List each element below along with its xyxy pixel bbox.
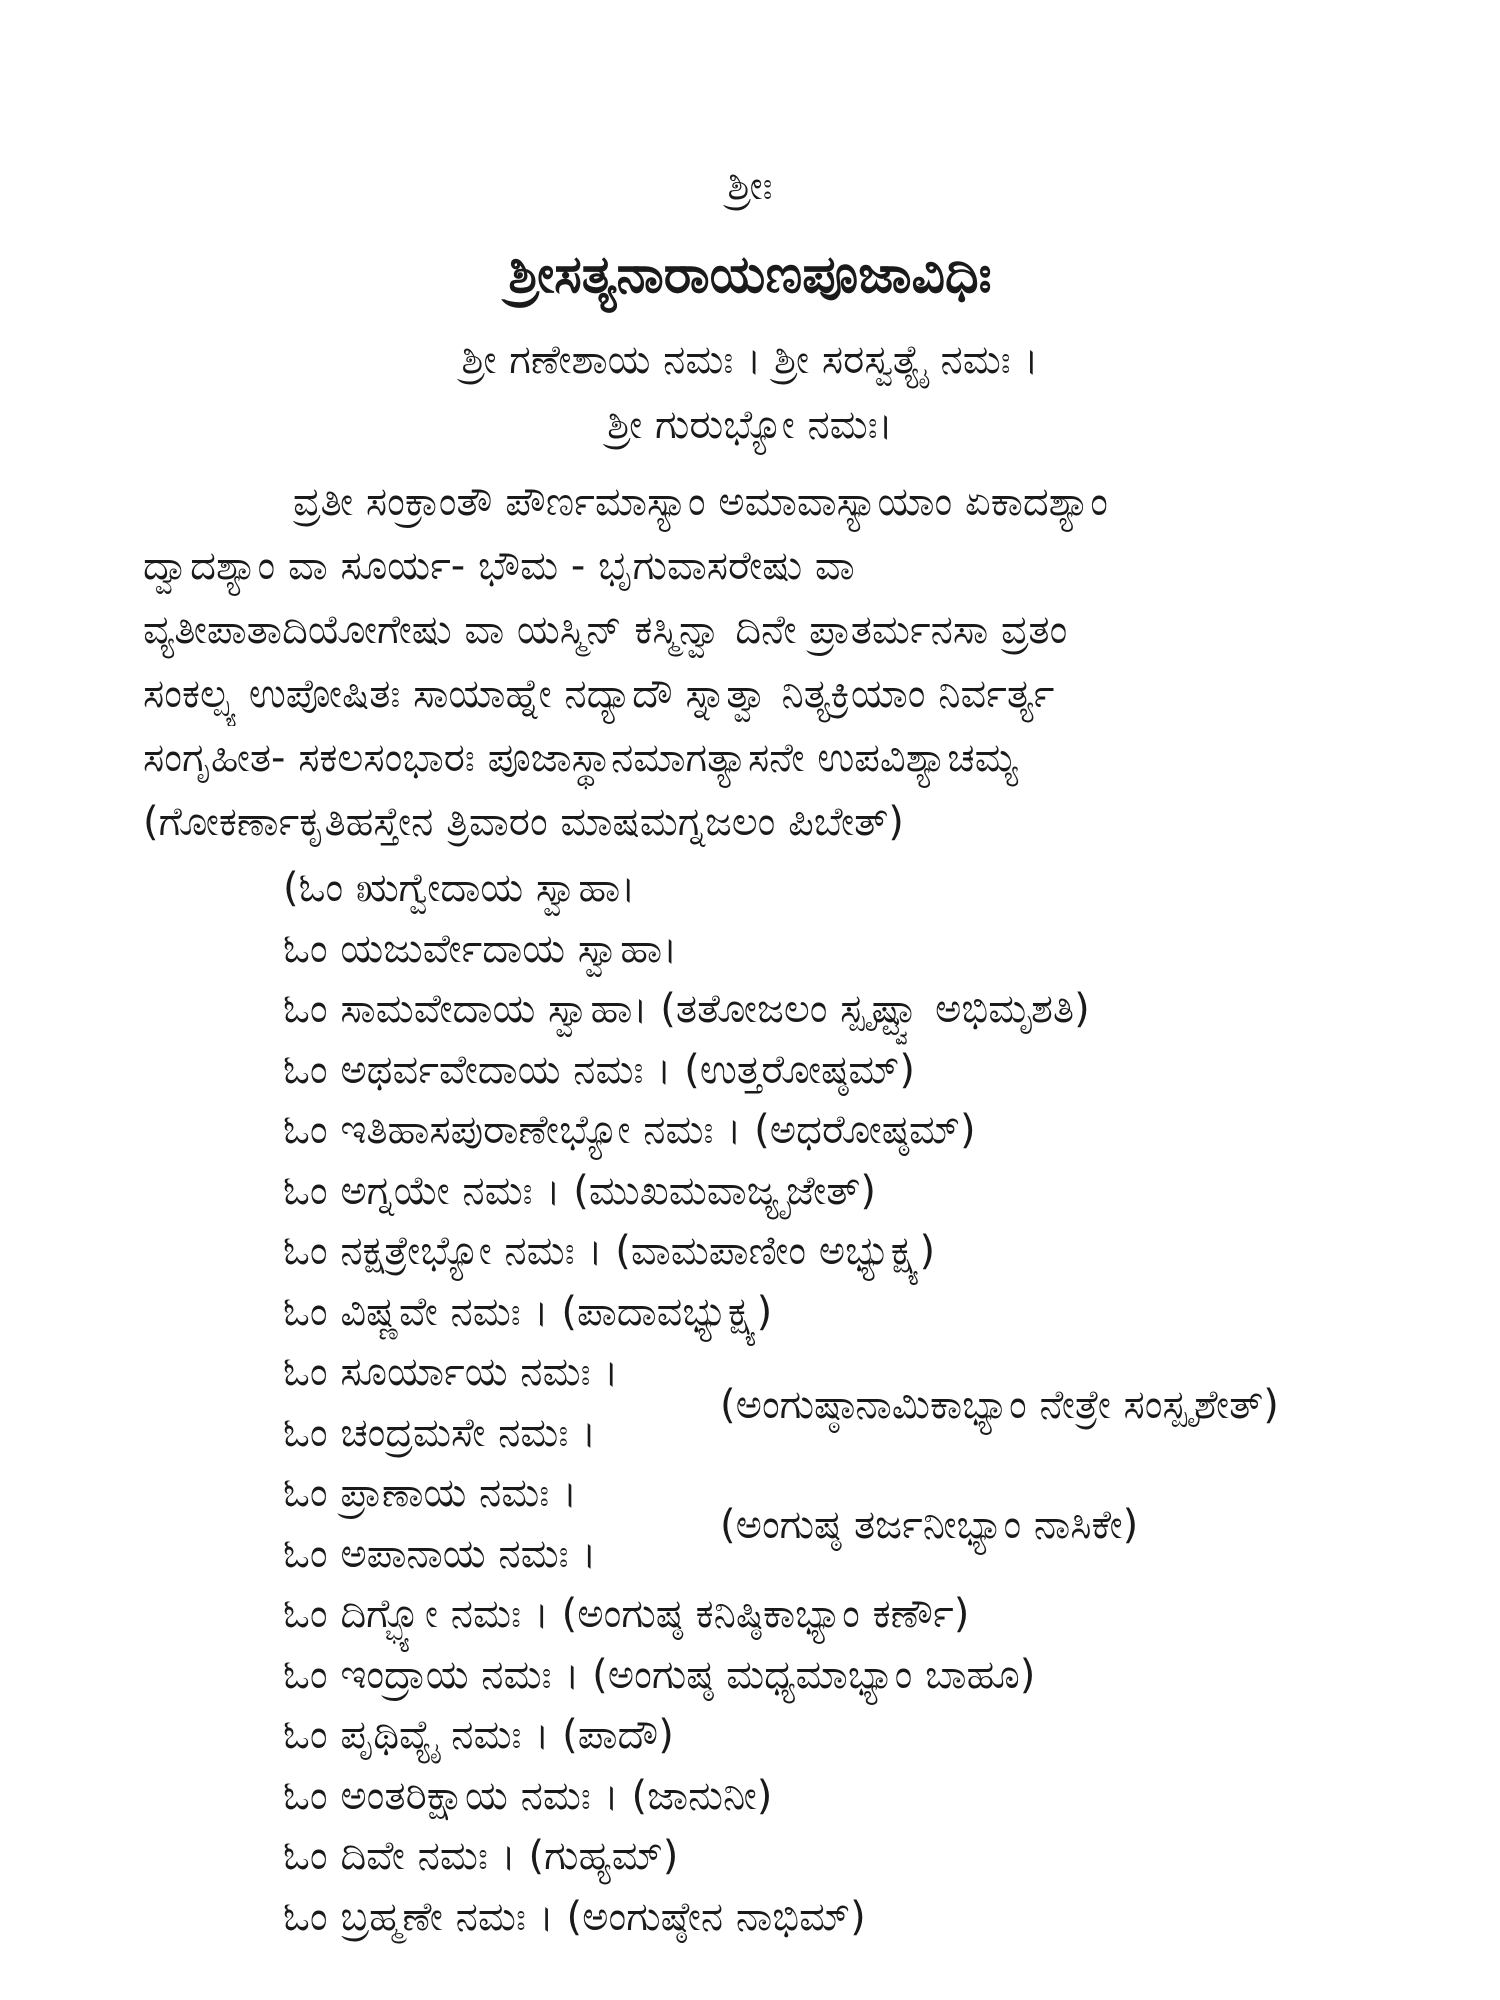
grouped-note-eyes: (ಅಂಗುಷ್ಠಾನಾಮಿಕಾಭ್ಯಾಂ ನೇತ್ರೇ ಸಂಸ್ಪೃಶೇತ್) — [720, 1382, 1279, 1428]
mantra-line: ಓಂ ನಕ್ಷತ್ರೇಭ್ಯೋ ನಮಃ । (ವಾಮಪಾಣೀಂ ಅಭ್ಯುಕ್ಷ್ಯ) — [283, 1228, 936, 1274]
invocation-line-2: ಶ್ರೀ ಗುರುಭ್ಯೋ ನಮಃ। — [607, 402, 893, 448]
paragraph-line: ವ್ಯತೀಪಾತಾದಿಯೋಗೇಷು ವಾ ಯಸ್ಮಿನ್ ಕಸ್ಮಿನ್ವಾ ದಿನೇ ಪ್ರಾತರ್ಮನಸಾ ವ್ರತಂ — [143, 607, 1068, 653]
mantra-line: ಓಂ ದಿವೇ ನಮಃ । (ಗುಹ್ಯಮ್) — [283, 1833, 679, 1879]
mantra-line: ಓಂ ಅಥರ್ವವೇದಾಯ ನಮಃ । (ಉತ್ತರೋಷ್ಠಮ್) — [283, 1046, 915, 1093]
grouped-note-nose: (ಅಂಗುಷ್ಠ ತರ್ಜನೀಭ್ಯಾಂ ನಾಸಿಕೇ) — [720, 1502, 1139, 1548]
mantra-line: ಓಂ ಪ್ರಾಣಾಯ ನಮಃ । — [283, 1470, 578, 1516]
mantra-line: ಓಂ ಯಜುರ್ವೇದಾಯ ಸ್ವಾಹಾ। — [283, 925, 678, 972]
paragraph-line: ಸಂಕಲ್ಪ್ಯ ಉಪೋಷಿತಃ ಸಾಯಾಹ್ನೇ ನದ್ಯಾದೌ ಸ್ನಾತ್ವಾ ನಿತ್ಯಕ್ರಿಯಾಂ ನಿರ್ವರ್ತ್ಯ — [143, 671, 1055, 717]
mantra-line: (ಓಂ ಋಗ್ವೇದಾಯ ಸ್ವಾಹಾ। — [283, 865, 636, 911]
mantra-line: ಓಂ ಅಗ್ನಯೇ ನಮಃ । (ಮುಖಮವಾಜ್ಯೃಜೇತ್) — [283, 1167, 876, 1214]
mantra-line: ಓಂ ದಿಗ್ಭ್ಯೋ ನಮಃ । (ಅಂಗುಷ್ಠ ಕನಿಷ್ಠಿಕಾಭ್ಯಾಂ ಕರ್ಣೌ) — [283, 1591, 970, 1637]
page-title: ಶ್ರೀಸತ್ಯನಾರಾಯಣಪೂಜಾವಿಧಿಃ — [508, 245, 992, 305]
mantra-line: ಓಂ ಇಂದ್ರಾಯ ನಮಃ । (ಅಂಗುಷ್ಠ ಮಧ್ಯಮಾಭ್ಯಾಂ ಬಾಹೂ) — [283, 1651, 1036, 1698]
paragraph-line: (ಗೋಕರ್ಣಾಕೃತಿಹಸ್ತೇನ ತ್ರಿವಾರಂ ಮಾಷಮಗ್ನಜಲಂ ಪಿಬೇತ್) — [143, 799, 904, 845]
mantra-line: ಓಂ ವಿಷ್ಣವೇ ನಮಃ । (ಪಾದಾವಭ್ಯುಕ್ಷ್ಯ) — [283, 1288, 773, 1335]
mantra-line: ಓಂ ಸೂರ್ಯಾಯ ನಮಃ । — [283, 1349, 619, 1395]
mantra-line: ಓಂ ಬ್ರಹ್ಮಣೇ ನಮಃ । (ಅಂಗುಷ್ಠೇನ ನಾಭಿಮ್) — [283, 1893, 866, 1940]
paragraph-line: ಸಂಗೃಹೀತ- ಸಕಲಸಂಭಾರಃ ಪೂಜಾಸ್ಥಾನಮಾಗತ್ಯಾಸನೇ ಉಪವಿಶ್ಯಾಚಮ್ಯ — [143, 735, 1019, 781]
mantra-line: ಓಂ ಪೃಥಿವ್ಯೈ ನಮಃ । (ಪಾದೌ) — [283, 1712, 674, 1758]
instruction-paragraph — [143, 470, 1343, 854]
mantra-line: ಓಂ ಅಪಾನಾಯ ನಮಃ । — [283, 1530, 597, 1577]
mantra-line: ಓಂ ಇತಿಹಾಸಪುರಾಣೇಭ್ಯೋ ನಮಃ । (ಅಧರೋಷ್ಠಮ್) — [283, 1107, 976, 1153]
mantra-line: ಓಂ ಅಂತರಿಕ್ಷಾಯ ನಮಃ । (ಜಾನುನೀ) — [283, 1772, 773, 1819]
mantra-line: ಓಂ ಚಂದ್ರಮಸೇ ನಮಃ । — [283, 1409, 597, 1456]
sri-heading: ಶ್ರೀಃ — [727, 163, 773, 209]
paragraph-line: ದ್ವಾದಶ್ಯಾಂ ವಾ ಸೂರ್ಯ- ಭೌಮ - ಭೃಗುವಾಸರೇಷು ವಾ — [143, 543, 855, 589]
invocation-line-1: ಶ್ರೀ ಗಣೇಶಾಯ ನಮಃ । ಶ್ರೀ ಸರಸ್ವತ್ಯೈ ನಮಃ । — [461, 337, 1039, 383]
paragraph-line: ವ್ರತೀ ಸಂಕ್ರಾಂತೌ ಪೌರ್ಣಮಾಸ್ಯಾಂ ಅಮಾವಾಸ್ಯಾಯಾಂ ಏಕಾದಶ್ಯಾಂ — [293, 479, 1108, 525]
mantra-line: ಓಂ ಸಾಮವೇದಾಯ ಸ್ವಾಹಾ। (ತತೋಜಲಂ ಸ್ಪೃಷ್ಟ್ವಾ ಅಭಿಮೃಶತಿ) — [283, 986, 1090, 1032]
